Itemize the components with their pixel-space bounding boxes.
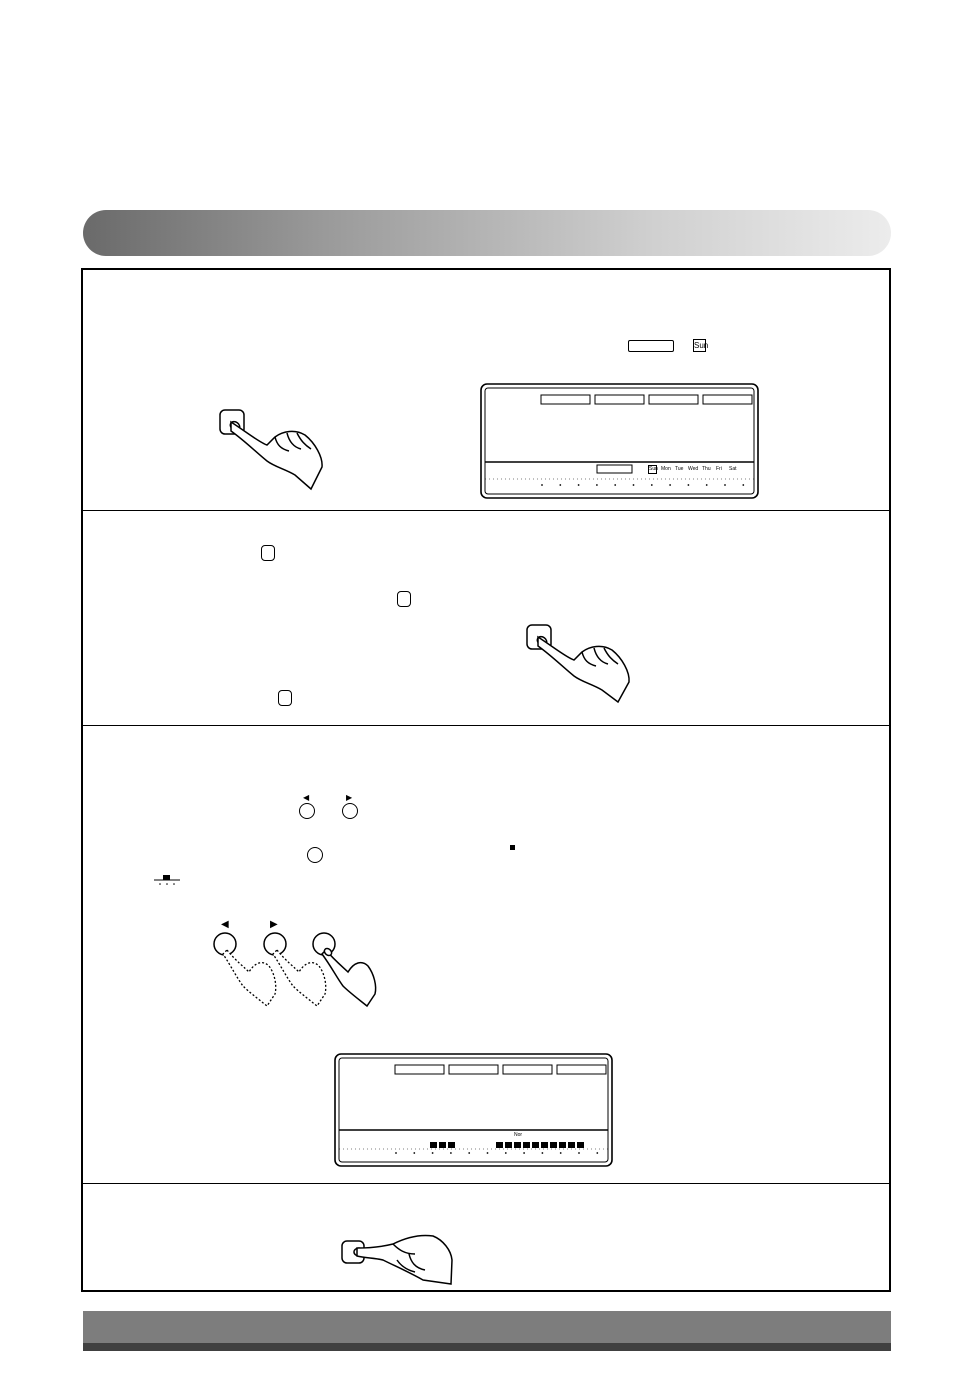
lcd-time-block	[448, 1142, 455, 1148]
lcd-time-block	[550, 1142, 557, 1148]
lcd-tick-mark	[413, 1152, 415, 1154]
footer-bar	[83, 1311, 891, 1351]
lcd-tick-mark	[706, 484, 708, 486]
lcd-day-wed: Wed	[688, 466, 699, 472]
lcd-tick-mark	[742, 484, 744, 486]
lcd-day-thu: Thu	[702, 466, 711, 472]
lcd-panel-time-select	[334, 1053, 613, 1167]
lcd-day-mon: Mon	[661, 466, 671, 472]
lcd-tick-mark	[669, 484, 671, 486]
right-arrow-icon: ▶	[346, 793, 353, 802]
lcd-tick-mark	[596, 1152, 598, 1154]
lcd-day-sun: Sun	[649, 466, 658, 472]
lcd-tick-mark	[614, 484, 616, 486]
legend-day-chip-label: Sun	[694, 341, 709, 350]
hand-press-illustration-1	[215, 405, 330, 495]
lcd-tick-mark	[395, 1152, 397, 1154]
lcd-day-sat: Sat	[729, 466, 737, 472]
lcd-time-label: Nor	[514, 1132, 523, 1138]
lcd-tick-mark	[541, 484, 543, 486]
lcd-time-block	[559, 1142, 566, 1148]
lcd-time-block	[439, 1142, 446, 1148]
timeline-segment-icon	[152, 872, 182, 886]
left-round-button-icon	[214, 933, 236, 955]
lcd-tick-mark	[596, 484, 598, 486]
inline-button-icon-2	[397, 591, 411, 607]
segment-mark-icon	[510, 845, 515, 850]
left-arrow-label-icon: ◀	[221, 919, 229, 930]
lcd-time-block	[514, 1142, 521, 1148]
step-divider-3	[83, 1183, 889, 1184]
lcd-day-sun-chip	[648, 465, 657, 474]
lcd-tick-mark	[578, 1152, 580, 1154]
right-round-button-icon	[264, 933, 286, 955]
lcd-tick-mark	[487, 1152, 489, 1154]
lcd-time-block	[505, 1142, 512, 1148]
lcd-time-block	[568, 1142, 575, 1148]
lcd-tick-mark	[523, 1152, 525, 1154]
lcd-time-block	[577, 1142, 584, 1148]
lcd-tick-mark	[468, 1152, 470, 1154]
lcd-tick-mark	[688, 484, 690, 486]
lcd-tick-mark	[505, 1152, 507, 1154]
inline-button-icon-1	[261, 545, 275, 561]
lcd-tick-mark	[578, 484, 580, 486]
lcd-time-block	[532, 1142, 539, 1148]
lcd-time-block	[523, 1142, 530, 1148]
lcd-time-block	[430, 1142, 437, 1148]
lcd-day-fri: Fri	[716, 466, 722, 472]
legend-blank-segment	[628, 340, 674, 352]
lcd-time-block	[496, 1142, 503, 1148]
lcd-day-tue: Tue	[675, 466, 684, 472]
lcd-tick-mark	[724, 484, 726, 486]
step-divider-2	[83, 725, 889, 726]
right-arrow-label-icon: ▶	[270, 919, 278, 930]
hand-press-illustration-4	[339, 1232, 457, 1288]
inline-set-round-button-icon	[307, 847, 323, 863]
inline-left-round-button-icon	[299, 803, 315, 819]
inline-right-round-button-icon	[342, 803, 358, 819]
lcd-tick-mark	[542, 1152, 544, 1154]
legend-day-chip	[693, 339, 709, 352]
lcd-panel-day-select	[480, 383, 759, 499]
lcd-tick-mark	[560, 1152, 562, 1154]
lcd-tick-mark	[432, 1152, 434, 1154]
step-divider-1	[83, 510, 889, 511]
lcd-tick-mark	[651, 484, 653, 486]
round-buttons-press-illustration	[205, 928, 387, 1012]
hand-press-illustration-2	[522, 620, 637, 706]
lcd-tick-mark	[559, 484, 561, 486]
inline-button-icon-3	[278, 690, 292, 706]
lcd-time-block	[541, 1142, 548, 1148]
section-header-bar	[83, 210, 891, 256]
lcd-tick-mark	[633, 484, 635, 486]
lcd-tick-mark	[450, 1152, 452, 1154]
left-arrow-icon: ◀	[303, 793, 310, 802]
